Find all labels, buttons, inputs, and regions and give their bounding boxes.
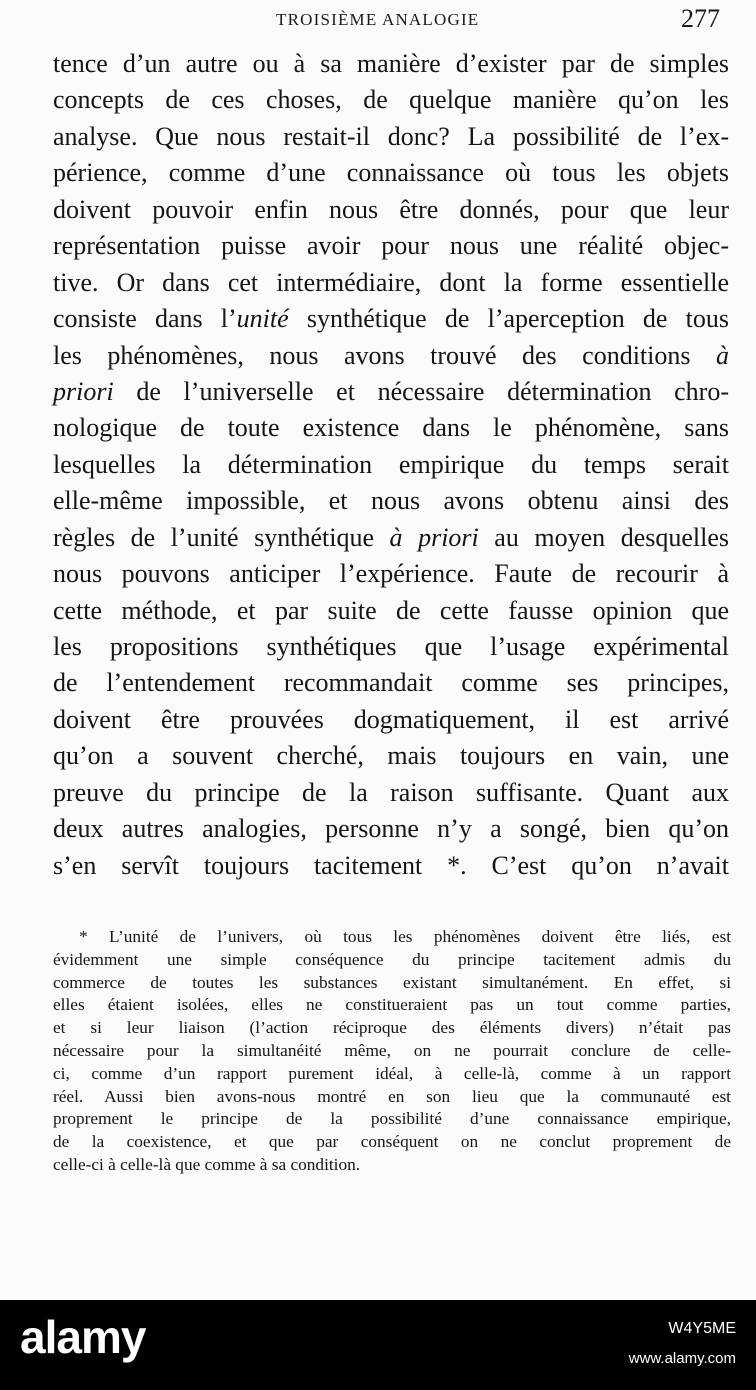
text-line <box>53 338 729 374</box>
text-line: périence, comme d’une connaissance où tous les objets <box>53 158 729 188</box>
text-segment: synthétique de l’aperception de tous <box>288 304 729 334</box>
main-text <box>53 46 729 884</box>
watermark-url: www.alamy.com <box>628 1350 736 1367</box>
text-line <box>53 374 729 410</box>
text-line: concepts de ces choses, de quelque manière qu’on les <box>53 85 729 115</box>
running-head: TROISIÈME ANALOGIE <box>276 10 480 29</box>
footnote-line: elles étaient isolées, elles ne constitueraient pas un tout comme parties, <box>53 995 731 1015</box>
watermark-image-id: W4Y5ME <box>668 1320 736 1337</box>
text-line: qu’on a souvent cherché, mais toujours en vain, une <box>53 741 729 771</box>
emphasized-text: unité <box>236 304 289 334</box>
footnote-line: de la coexistence, et que par conséquent on ne conclut proprement de <box>53 1132 731 1152</box>
emphasized-text: priori <box>53 376 114 406</box>
text-line: lesquelles la détermination empirique du temps serait <box>53 449 729 479</box>
footnote-line: évidemment une simple conséquence du principe tacitement admis du <box>53 949 731 969</box>
text-line: analyse. Que nous restait-il donc? La possibilité de l’ex- <box>53 121 729 151</box>
text-line: nous pouvons anticiper l’expérience. Faute de recourir à <box>53 559 729 589</box>
text-line: tence d’un autre ou à sa manière d’exister par de simples <box>53 49 729 78</box>
footnote-line: ci, comme d’un rapport purement idéal, à celle-là, comme à un rapport <box>53 1063 731 1083</box>
footnote-line: commerce de toutes les substances existant simultanément. En effet, si <box>53 972 731 992</box>
text-segment: au moyen desquelles <box>478 522 730 552</box>
watermark-logo: alamy <box>20 1311 146 1363</box>
text-line <box>53 301 729 337</box>
watermark-bar <box>0 1300 756 1390</box>
footnote-line: nécessaire pour la simultanéité même, on ne pourrait conclure de celle- <box>53 1040 731 1060</box>
footnote-line: celle-ci à celle-là que comme à sa condition. <box>53 1154 361 1174</box>
footnote-line: * L’unité de l’univers, où tous les phénomènes doivent être liés, est <box>79 927 731 946</box>
text-line: de l’entendement recommandait comme ses principes, <box>53 668 729 698</box>
emphasized-text: à priori <box>389 522 479 552</box>
text-line: deux autres analogies, personne n’y a songé, bien qu’on <box>53 814 729 844</box>
text-line: doivent pouvoir enfin nous être donnés, pour que leur <box>53 194 729 224</box>
page-number: 277 <box>681 4 720 33</box>
text-line <box>53 520 729 556</box>
text-segment: les phénomènes, nous avons trouvé des conditions <box>53 340 716 370</box>
text-line: les propositions synthétiques que l’usage expérimental <box>53 632 729 661</box>
text-line: doivent être prouvées dogmatiquement, il est arrivé <box>53 704 729 734</box>
footnote <box>53 926 731 1177</box>
text-segment: règles de l’unité synthétique <box>53 522 390 552</box>
emphasized-text: à <box>716 340 729 370</box>
footnote-line: et si leur liaison (l’action réciproque des éléments divers) n’était pas <box>53 1018 731 1038</box>
text-line: preuve du principe de la raison suffisante. Quant aux <box>53 777 729 807</box>
text-line: tive. Or dans cet intermédiaire, dont la forme essentielle <box>53 267 729 297</box>
text-line: s’en servît toujours tacitement *. C’est qu’on n’avait <box>53 850 729 880</box>
footnote-line: réel. Aussi bien avons-nous montré en son lieu que la communauté est <box>53 1086 731 1106</box>
text-line: représentation puisse avoir pour nous une réalité objec- <box>53 231 729 261</box>
text-segment: de l’universelle et nécessaire détermination chro- <box>113 376 729 406</box>
text-segment: consiste dans l’ <box>53 304 237 334</box>
text-line: nologique de toute existence dans le phénomène, sans <box>53 413 729 443</box>
text-line: elle-même impossible, et nous avons obtenu ainsi des <box>53 486 729 516</box>
text-line: cette méthode, et par suite de cette fausse opinion que <box>53 595 729 625</box>
footnote-line: proprement le principe de la possibilité d’une connaissance empirique, <box>53 1109 731 1129</box>
page-header <box>0 2 756 38</box>
